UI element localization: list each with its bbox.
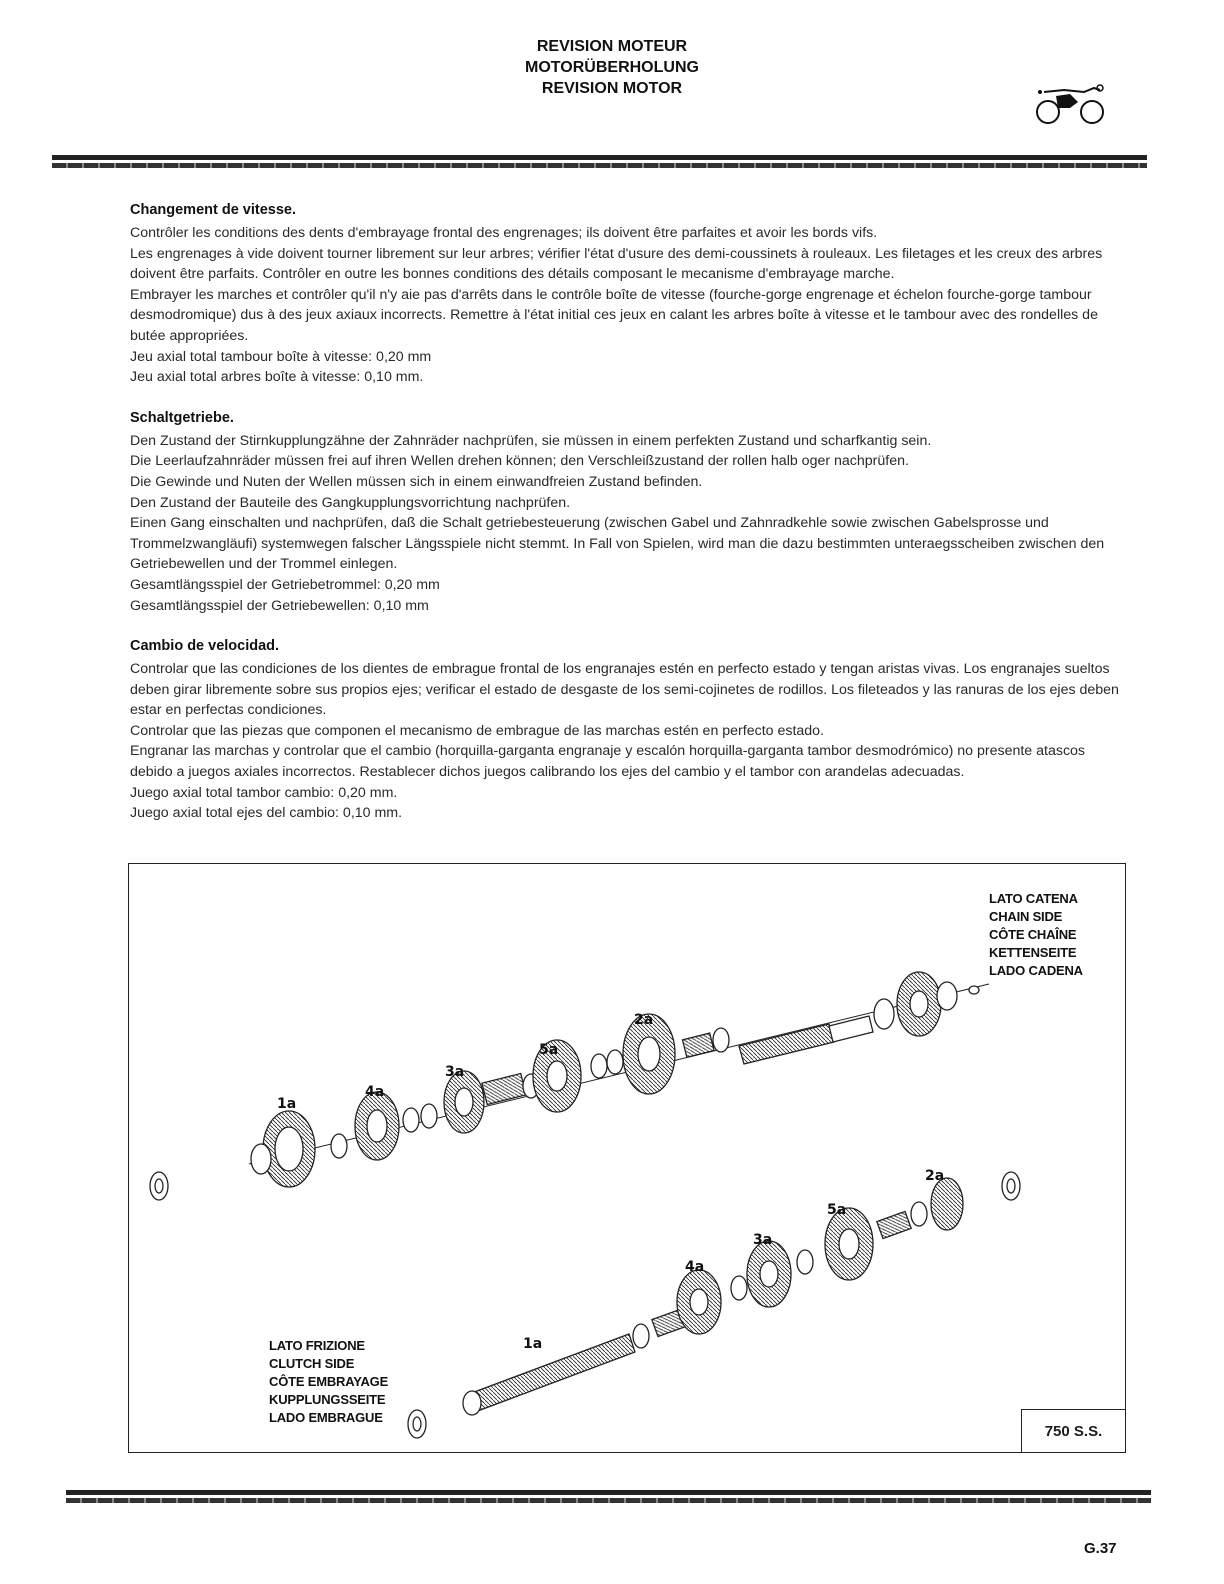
bottom-divider — [66, 1490, 1151, 1506]
page-number: G.37 — [1084, 1540, 1117, 1557]
paragraph: Les engrenages à vide doivent tourner librement sur leur arbres; vérifier l'état d'usure des demi-coussinets à rouleaux. Les filetages et les creux des arbres doivent être parfaits. Contrôler en outre les bonnes conditions des détails composant le mecanisme d'embrayage marche. — [130, 245, 1103, 283]
paragraph: Controlar que las piezas que componen el mecanismo de embrague de las marchas estén en perfecto estado. — [130, 722, 825, 739]
paragraph: Den Zustand der Bauteile des Gangkupplungsvorrichtung nachprüfen. — [130, 494, 571, 511]
paragraph: Den Zustand der Stirnkupplungzähne der Zahnräder nachprüfen, sie müssen in einem perfekten Zustand und scharfkantig sein. — [130, 432, 932, 449]
upper-gear-3a-label: 3a — [445, 1064, 465, 1080]
gearbox-exploded-diagram — [128, 863, 1126, 1453]
spec-drum-play-fr: Jeu axial total tambour boîte à vitesse: 0,20 mm — [130, 348, 432, 365]
motorcycle-icon — [1034, 82, 1106, 128]
section-title-fr: Changement de vitesse. — [130, 202, 296, 218]
spec-shaft-play-es: Juego axial total ejes del cambio: 0,10 mm. — [130, 805, 403, 822]
upper-shaft — [249, 972, 989, 1187]
main-text — [130, 200, 1130, 844]
paragraph: Die Gewinde und Nuten der Wellen müssen sich in einem einwandfreien Zustand befinden. — [130, 473, 703, 490]
section-french — [130, 200, 1130, 388]
spec-drum-play-es: Juego axial total tambor cambio: 0,20 mm. — [130, 784, 398, 801]
upper-gear-5a-label: 5a — [539, 1042, 559, 1058]
paragraph: Controlar que las condiciones de los dientes de embrague frontal de los engranajes estén en perfecto estado y tengan aristas vivas. Los engranajes sueltos deben girar libremente sobre sus propios ejes; verificar el estado de desgaste de los semi-cojinetes de rodillos. Los fileteados y las ranuras de los ejes deben estar en perfectas condiciones. — [130, 661, 1119, 719]
header-title-es: REVISION MOTOR — [541, 80, 683, 97]
paragraph: Embrayer les marches et contrôler qu'il n'y aie pas d'arrêts dans le contrôle boîte de vitesse (fourche-gorge engrenage et échelon fourche-gorge tambour desmodromique) dus à des jeux axiaux incorrects. Remettre à l'état initial ces jeux en calant les arbres boîte à vitesse et le tambour avec des rondelles de butée appropriées. — [130, 286, 1098, 344]
section-spanish — [130, 636, 1130, 824]
lower-gear-2a-label: 2a — [925, 1168, 945, 1184]
upper-gear-1a-label: 1a — [277, 1096, 297, 1112]
lower-gear-3a-label: 3a — [753, 1232, 773, 1248]
header-title-de: MOTORÜBERHOLUNG — [525, 59, 699, 76]
section-title-de: Schaltgetriebe. — [130, 409, 234, 426]
model-label: 750 S.S. — [1021, 1409, 1125, 1453]
upper-gear-4a-label: 4a — [365, 1084, 385, 1100]
section-german — [130, 408, 1130, 616]
top-divider — [52, 155, 1147, 175]
paragraph: Engranar las marchas y controlar que el cambio (horquilla-garganta engranaje y escalón horquilla-garganta tambor desmodrómico) no presente atascos debido a juegos axiales incorrectos. Restablecer dichos juegos calibrando los ejes del cambio y el tambor con arandelas adecuadas. — [130, 743, 1086, 781]
section-title-es: Cambio de velocidad. — [130, 638, 280, 655]
spec-shaft-play-de: Gesamtlängsspiel der Getriebewellen: 0,10 mm — [130, 597, 429, 614]
lower-gear-1a-label: 1a — [523, 1336, 543, 1352]
clutch-side-label: LATO FRIZIONE CLUTCH SIDE CÔTE EMBRAYAGE KUPPLUNGSSEITE LADO EMBRAGUE — [269, 1338, 389, 1425]
paragraph: Die Leerlaufzahnräder müssen frei auf ihren Wellen drehen können; den Verschleißzustand der rollen halb oger nachprüfen. — [130, 453, 909, 470]
paragraph: Contrôler les conditions des dents d'embrayage frontal des engrenages; ils doivent être parfaites et avoir les bords vifs. — [130, 225, 878, 241]
chain-side-label: LATO CATENA CHAIN SIDE CÔTE CHAÎNE KETTENSEITE LADO CADENA — [989, 891, 1083, 978]
spec-drum-play-de: Gesamtlängsspiel der Getriebetrommel: 0,20 mm — [130, 576, 440, 593]
lower-shaft — [463, 1178, 963, 1415]
upper-gear-2a-label: 2a — [634, 1012, 654, 1028]
lower-gear-4a-label: 4a — [685, 1259, 705, 1275]
paragraph: Einen Gang einschalten und nachprüfen, daß die Schalt getriebesteuerung (zwischen Gabel und Zahnradkehle sowie zwischen Gabelsprosse und Trommelzwangläufi) systemwegen falscher Längsspiele nicht stemmt. In Fall von Spielen, wird man die dazu bestimmten unteraegsscheiben zwischen den Getriebewellen und der Trommel einlegen. — [130, 515, 1105, 573]
spec-shaft-play-fr: Jeu axial total arbres boîte à vitesse: 0,10 mm. — [130, 369, 424, 386]
header-title-fr: REVISION MOTEUR — [536, 38, 688, 55]
lower-gear-5a-label: 5a — [827, 1202, 847, 1218]
